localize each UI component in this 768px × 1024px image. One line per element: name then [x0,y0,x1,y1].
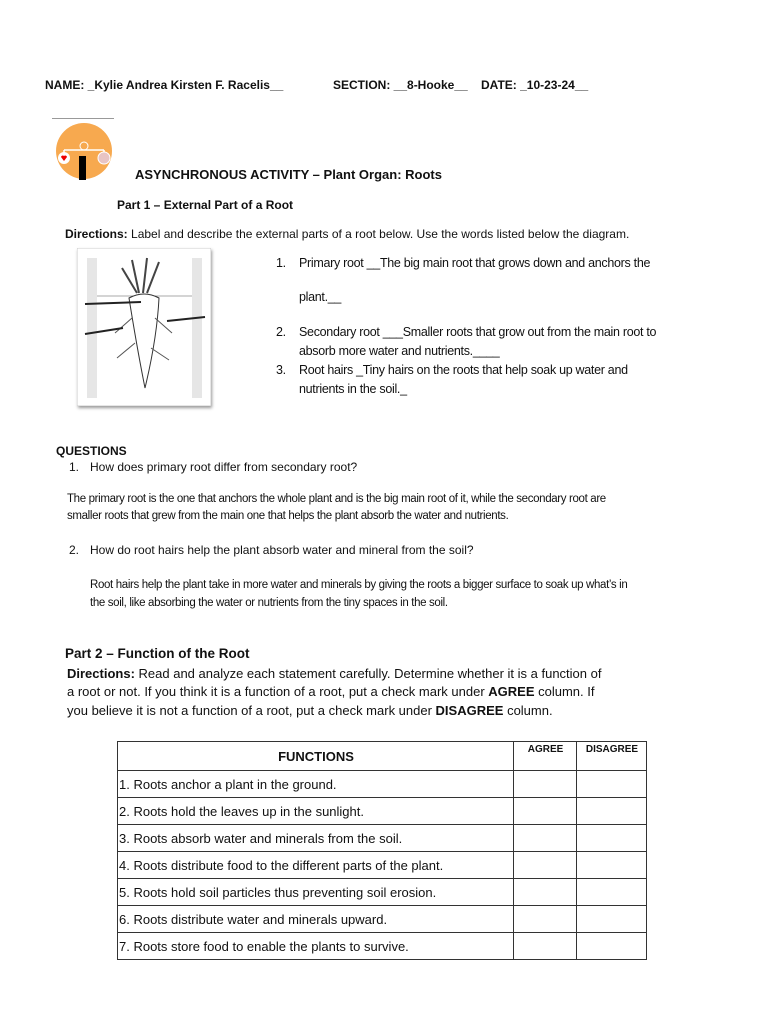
part2-directions [67,703,553,718]
functions-table [117,741,647,960]
part2-title: Part 2 – Function of the Root [65,646,250,661]
q2-number: 2. [69,543,80,557]
item-text: Primary root __The big main root that grows down and anchors the [299,256,651,270]
directions-text: you believe it is not a function of a root, put a check mark under [67,703,436,718]
agree-cell[interactable] [514,771,577,798]
divider [52,118,114,119]
disagree-cell[interactable] [577,798,647,825]
item-text: Root hairs _Tiny hairs on the roots that help soak up water and [299,363,628,377]
table-row [118,825,647,852]
table-row [118,852,647,879]
agree-cell[interactable] [514,825,577,852]
table-row [118,879,647,906]
header-functions: FUNCTIONS [118,742,514,771]
function-statement: 3. Roots absorb water and minerals from the soil. [118,825,514,852]
answer-1: smaller roots that grew from the main one that helps the plant absorb the water and nutrients. [67,510,509,522]
student-name: NAME: _Kylie Andrea Kirsten F. Racelis__ [45,78,284,92]
function-statement: 5. Roots hold soil particles thus preventing soil erosion. [118,879,514,906]
disagree-cell[interactable] [577,825,647,852]
date: DATE: _10-23-24__ [481,78,589,92]
item-text: absorb more water and nutrients.____ [299,344,500,358]
item-text: plant.__ [299,290,342,304]
question-2: How do root hairs help the plant absorb water and mineral from the soil? [90,543,474,557]
table-row [118,933,647,960]
function-statement: 6. Roots distribute water and minerals upward. [118,906,514,933]
item-text: nutrients in the soil._ [299,382,407,396]
agree-cell[interactable] [514,852,577,879]
agree-cell[interactable] [514,906,577,933]
section: SECTION: __8-Hooke__ [333,78,468,92]
function-statement: 1. Roots anchor a plant in the ground. [118,771,514,798]
function-statement: 4. Roots distribute food to the different parts of the plant. [118,852,514,879]
part1-title: Part 1 – External Part of a Root [117,198,294,212]
function-statement: 7. Roots store food to enable the plants to survive. [118,933,514,960]
part2-directions [67,666,601,681]
directions-text: Label and describe the external parts of a root below. Use the words listed below the diagram. [127,227,630,241]
agree-cell[interactable] [514,933,577,960]
disagree-cell[interactable] [577,906,647,933]
directions-text: column. If [534,684,595,699]
answer-1: The primary root is the one that anchors the whole plant and is the big main root of it, while the secondary root are [67,493,606,505]
item-number: 1. [276,256,286,270]
item-text: Secondary root ___Smaller roots that grow out from the main root to [299,325,657,339]
directions-label: Directions: [67,666,135,681]
directions-label: Directions: [65,227,128,241]
directions-text: column. [503,703,553,718]
page-title: ASYNCHRONOUS ACTIVITY – Plant Organ: Roots [135,167,442,182]
disagree-cell[interactable] [577,771,647,798]
header-agree: AGREE [514,742,577,771]
answer-2: Root hairs help the plant take in more water and minerals by giving the roots a bigger surface to soak up what’s in [90,579,628,591]
directions-text: a root or not. If you think it is a function of a root, put a check mark under [67,684,489,699]
table-row [118,906,647,933]
disagree-word: DISAGREE [435,703,504,718]
table-header [118,742,647,771]
table-row [118,771,647,798]
directions-text: Read and analyze each statement carefully. Determine whether it is a function of [134,666,602,681]
table-row [118,798,647,825]
function-statement: 2. Roots hold the leaves up in the sunlight. [118,798,514,825]
agree-cell[interactable] [514,798,577,825]
questions-title: QUESTIONS [56,444,127,458]
answer-2: the soil, like absorbing the water or nutrients from the tiny spaces in the soil. [90,597,448,609]
question-1: How does primary root differ from secondary root? [90,460,358,474]
part2-directions [67,684,594,699]
disagree-cell[interactable] [577,879,647,906]
q1-number: 1. [69,460,80,474]
disagree-cell[interactable] [577,852,647,879]
disagree-cell[interactable] [577,933,647,960]
part1-directions [65,227,629,241]
root-diagram [77,248,211,406]
logo-icon [55,122,113,180]
agree-word: AGREE [488,684,535,699]
item-number: 2. [276,325,286,339]
agree-cell[interactable] [514,879,577,906]
item-number: 3. [276,363,286,377]
header-disagree: DISAGREE [577,742,647,771]
